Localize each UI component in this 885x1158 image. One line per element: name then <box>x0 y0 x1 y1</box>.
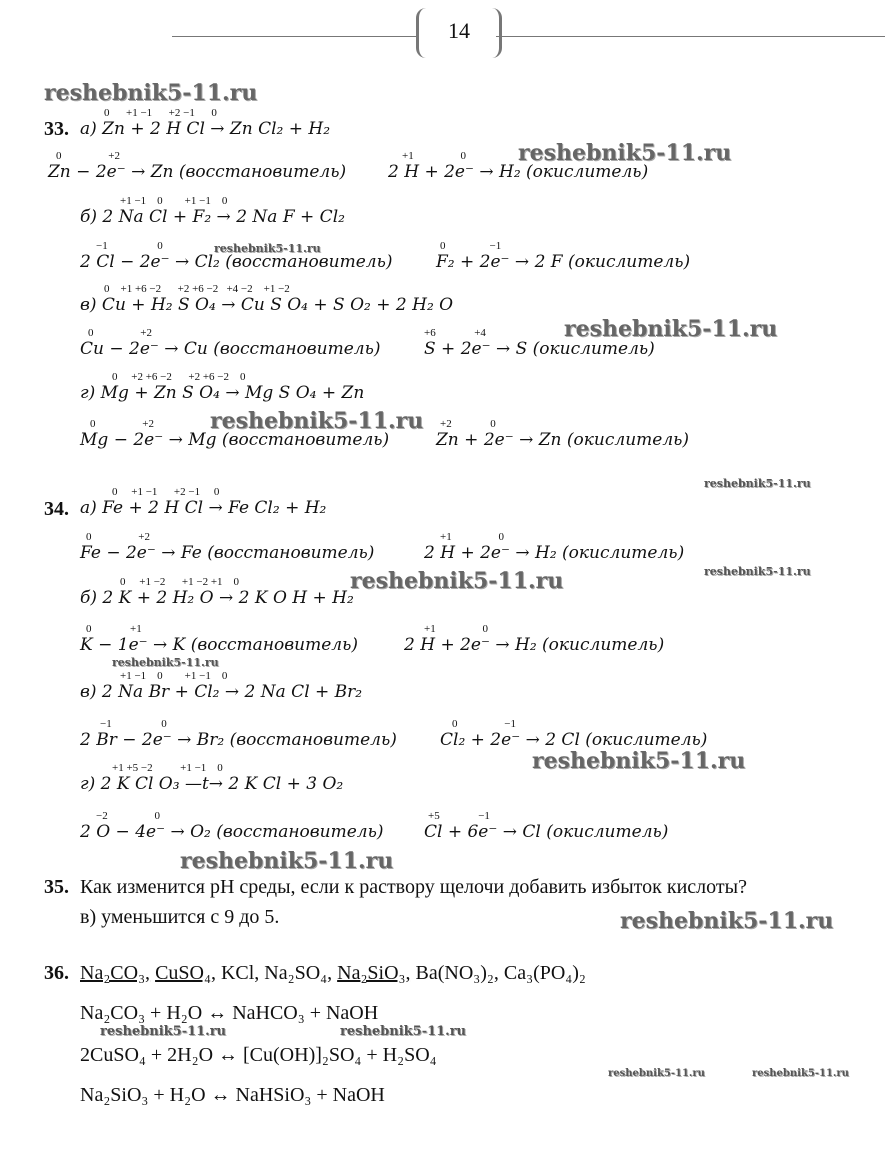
oxidation-states: 0 +2 +6 −2 +2 +6 −2 0 <box>112 371 246 383</box>
watermark: reshebnik5-11.ru <box>620 908 834 934</box>
watermark: reshebnik5-11.ru <box>100 1024 227 1039</box>
oxidation-states: +1 0 <box>440 531 504 543</box>
oxidation-states: +1 −1 0 +1 −1 0 <box>120 195 228 207</box>
hydrolysis-equation: Na₂SiO₃ + H₂O ↔ NaHSiO₃ + NaOH <box>80 1084 385 1106</box>
half-reaction: Zn − 2e⁻ → Zn (восстановитель) <box>48 162 347 182</box>
watermark: reshebnik5-11.ru <box>564 316 778 342</box>
oxidation-states: 0 +1 −1 +2 −1 0 <box>112 486 220 498</box>
question-text: Как изменится pH среды, если к раствору щелочи добавить избыток кислоты? <box>80 876 747 898</box>
half-reaction: 2 Cl − 2e⁻ → Cl₂ (восстановитель) <box>80 252 393 272</box>
oxidation-states: −1 0 <box>100 718 167 730</box>
watermark: reshebnik5-11.ru <box>532 748 746 774</box>
oxidation-states: +6 +4 <box>424 327 486 339</box>
task-number: 34. <box>44 498 69 520</box>
reaction-equation: г) Mg + Zn S O₄ → Mg S O₄ + Zn <box>80 383 365 403</box>
hydrolysis-equation: Na₂CO₃ + H₂O ↔ NaHCO₃ + NaOH <box>80 1002 379 1024</box>
reaction-equation: в) Cu + H₂ S O₄ → Cu S O₄ + S O₂ + 2 H₂ O <box>80 295 454 315</box>
oxidation-states: 0 +2 <box>86 531 150 543</box>
half-reaction: Cl + 6e⁻ → Cl (окислитель) <box>424 822 669 842</box>
header-rule-left <box>172 36 416 37</box>
salt: Ba(NO₃)₂, Ca₃(PO₄)₂ <box>415 962 586 984</box>
reaction-equation: б) 2 K + 2 H₂ O → 2 K O H + H₂ <box>80 588 354 608</box>
half-reaction: Mg − 2e⁻ → Mg (восстановитель) <box>80 430 390 450</box>
page-number: 14 <box>448 18 470 43</box>
oxidation-states: +1 +5 −2 +1 −1 0 <box>112 762 223 774</box>
oxidation-states: 0 +2 <box>56 150 120 162</box>
oxidation-states: 0 −1 <box>440 240 502 252</box>
hydrolysis-equation: 2CuSO₄ + 2H₂O ↔ [Cu(OH)]₂SO₄ + H₂SO₄ <box>80 1044 437 1066</box>
oxidation-states: 0 +1 −1 +2 −1 0 <box>104 107 217 119</box>
salt-hydrolyzing: Na₂CO₃, <box>80 962 151 984</box>
task-number: 33. <box>44 118 69 140</box>
oxidation-states: +1 −1 0 +1 −1 0 <box>120 670 228 682</box>
half-reaction: Cu − 2e⁻ → Cu (восстановитель) <box>80 339 381 359</box>
oxidation-states: +1 0 <box>402 150 466 162</box>
watermark: reshebnik5-11.ru <box>608 1068 705 1079</box>
watermark: reshebnik5-11.ru <box>518 140 732 166</box>
oxidation-states: −1 0 <box>96 240 163 252</box>
watermark: reshebnik5-11.ru <box>214 242 321 255</box>
reaction-equation: а) Fe + 2 H Cl → Fe Cl₂ + H₂ <box>80 498 327 518</box>
oxidation-states: +5 −1 <box>428 810 490 822</box>
oxidation-states: 0 +2 <box>90 418 154 430</box>
oxidation-states: +2 0 <box>440 418 496 430</box>
half-reaction: 2 H + 2e⁻ → H₂ (окислитель) <box>388 162 649 182</box>
half-reaction: 2 O − 4e⁻ → O₂ (восстановитель) <box>80 822 384 842</box>
reaction-equation: а) Zn + 2 H Cl → Zn Cl₂ + H₂ <box>80 119 331 139</box>
oxidation-states: 0 +1 <box>86 623 142 635</box>
oxidation-states: −2 0 <box>96 810 160 822</box>
reaction-equation: б) 2 Na Cl + F₂ → 2 Na F + Cl₂ <box>80 207 345 227</box>
watermark: reshebnik5-11.ru <box>210 408 424 434</box>
task-number: 35. <box>44 876 69 898</box>
oxidation-states: 0 −1 <box>452 718 516 730</box>
half-reaction: Fe − 2e⁻ → Fe (восстановитель) <box>80 543 375 563</box>
oxidation-states: 0 +1 −2 +1 −2 +1 0 <box>120 576 240 588</box>
oxidation-states: 0 +1 +6 −2 +2 +6 −2 +4 −2 +1 −2 <box>104 283 290 295</box>
watermark: reshebnik5-11.ru <box>340 1024 467 1039</box>
half-reaction: 2 H + 2e⁻ → H₂ (окислитель) <box>404 635 665 655</box>
watermark: reshebnik5-11.ru <box>752 1068 849 1079</box>
half-reaction: S + 2e⁻ → S (окислитель) <box>424 339 655 359</box>
half-reaction: Zn + 2e⁻ → Zn (окислитель) <box>436 430 690 450</box>
reaction-equation: г) 2 K Cl O₃ —t→ 2 K Cl + 3 O₂ <box>80 774 344 794</box>
task-number: 36. <box>44 962 69 984</box>
oxidation-states: 0 +2 <box>88 327 152 339</box>
salt: KCl, Na₂SO₄, <box>220 962 333 984</box>
watermark: reshebnik5-11.ru <box>44 80 258 106</box>
half-reaction: F₂ + 2e⁻ → 2 F (окислитель) <box>436 252 691 272</box>
half-reaction: 2 Br − 2e⁻ → Br₂ (восстановитель) <box>80 730 397 750</box>
watermark: reshebnik5-11.ru <box>112 656 219 669</box>
header-rule-right <box>496 36 885 37</box>
reaction-equation: в) 2 Na Br + Cl₂ → 2 Na Cl + Br₂ <box>80 682 363 702</box>
answer-text: в) уменьшится с 9 до 5. <box>80 906 280 928</box>
watermark: reshebnik5-11.ru <box>704 565 811 578</box>
salt-list <box>80 962 586 985</box>
half-reaction: K − 1e⁻ → K (восстановитель) <box>80 635 358 655</box>
watermark: reshebnik5-11.ru <box>704 477 811 490</box>
oxidation-states: +1 0 <box>424 623 488 635</box>
salt-hydrolyzing: CuSO₄, <box>155 962 216 984</box>
watermark: reshebnik5-11.ru <box>180 848 394 874</box>
half-reaction: 2 H + 2e⁻ → H₂ (окислитель) <box>424 543 685 563</box>
watermark: reshebnik5-11.ru <box>350 568 564 594</box>
salt-hydrolyzing: Na₂SiO₃, <box>337 962 411 984</box>
half-reaction: Cl₂ + 2e⁻ → 2 Cl (окислитель) <box>440 730 708 750</box>
